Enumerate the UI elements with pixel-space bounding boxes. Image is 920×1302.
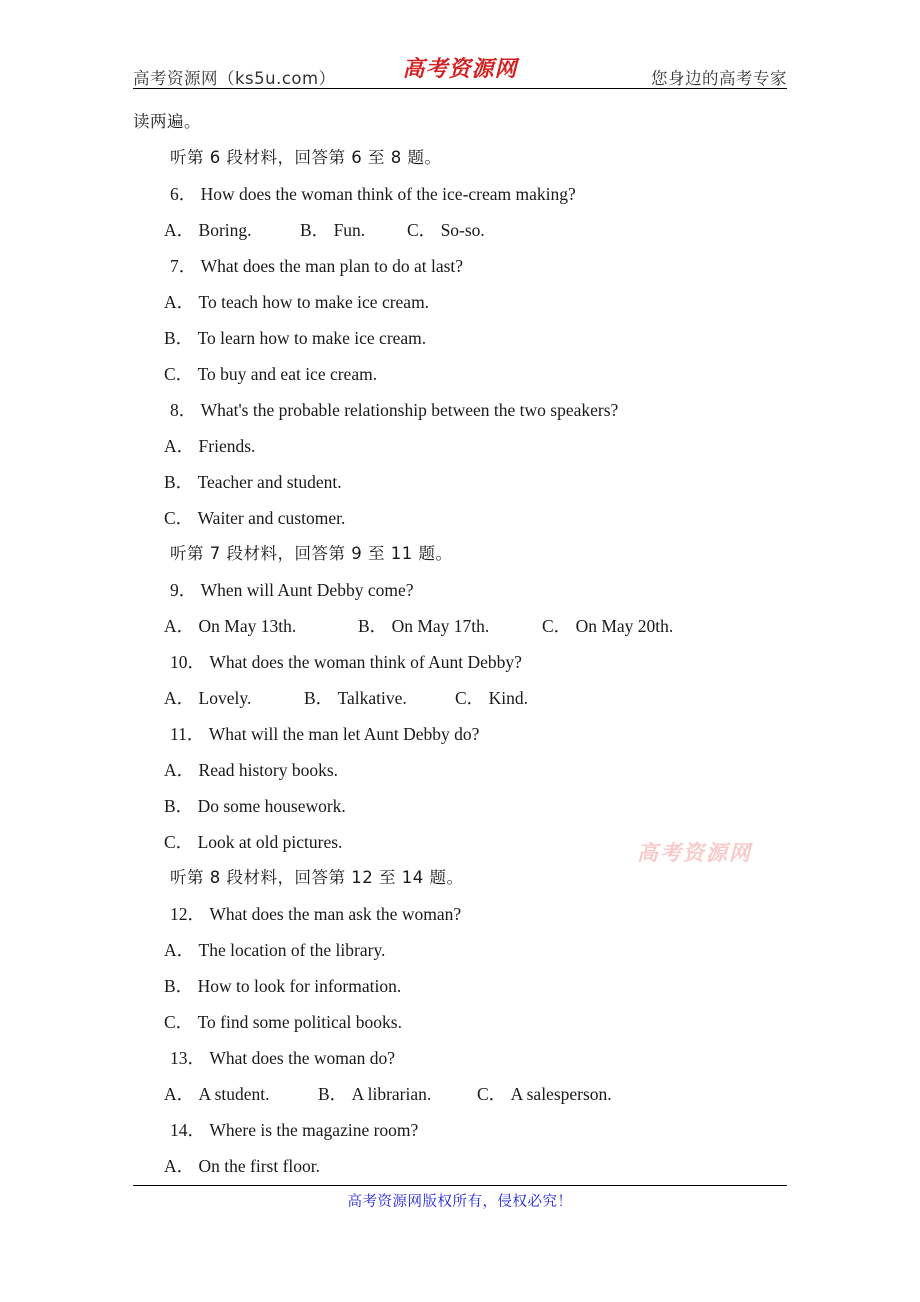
question-10-option-a[interactable] xyxy=(164,680,251,716)
question-9-option-b[interactable] xyxy=(358,608,489,644)
option-text: Do some housework. xyxy=(197,796,346,816)
header-site-name: 高考资源网（ks5u.com） xyxy=(133,69,336,88)
question-9-options xyxy=(0,608,920,644)
question-8-number: 8． xyxy=(170,400,197,420)
option-label: B． xyxy=(164,796,194,816)
option-label: B． xyxy=(304,688,334,708)
section-header-12-14: 听第 8 段材料，回答第 12 至 14 题。 xyxy=(170,868,464,887)
option-label: B． xyxy=(318,1084,348,1104)
option-label: C． xyxy=(542,616,572,636)
option-text: To find some political books. xyxy=(197,1012,402,1032)
question-8-text: What's the probable relationship between the two speakers? xyxy=(200,400,619,420)
option-label: B． xyxy=(164,472,194,492)
question-8 xyxy=(0,392,920,428)
question-13-number: 13． xyxy=(170,1048,205,1068)
footer-divider xyxy=(133,1185,787,1186)
option-label: A． xyxy=(164,688,195,708)
question-8-option-a[interactable] xyxy=(0,428,920,464)
question-6-option-c[interactable] xyxy=(407,212,485,248)
exam-content xyxy=(0,104,920,1184)
option-text: Friends. xyxy=(198,436,256,456)
option-text: Talkative. xyxy=(337,688,407,708)
header-logo: 高考资源网 xyxy=(402,56,518,82)
option-label: B． xyxy=(358,616,388,636)
option-text: Read history books. xyxy=(198,760,339,780)
option-text: A librarian. xyxy=(351,1084,432,1104)
question-7-option-c[interactable] xyxy=(0,356,920,392)
option-text: Boring. xyxy=(198,220,252,240)
option-text: To buy and eat ice cream. xyxy=(197,364,378,384)
option-text: On May 17th. xyxy=(391,616,490,636)
option-text: Teacher and student. xyxy=(197,472,342,492)
question-10 xyxy=(0,644,920,680)
option-text: Kind. xyxy=(488,688,528,708)
option-label: C． xyxy=(164,832,194,852)
option-label: A． xyxy=(164,760,195,780)
option-text: Look at old pictures. xyxy=(197,832,343,852)
question-12-number: 12． xyxy=(170,904,205,924)
option-text: Lovely. xyxy=(198,688,252,708)
question-10-options xyxy=(0,680,920,716)
intro-line: 读两遍。 xyxy=(133,112,201,131)
question-11-option-b[interactable] xyxy=(0,788,920,824)
question-7 xyxy=(0,248,920,284)
option-label: B． xyxy=(164,976,194,996)
question-14 xyxy=(0,1112,920,1148)
option-text: So-so. xyxy=(440,220,485,240)
question-9-option-a[interactable] xyxy=(164,608,296,644)
footer-copyright: 高考资源网版权所有，侵权必究！ xyxy=(347,1194,573,1210)
option-text: Waiter and customer. xyxy=(197,508,346,528)
header-divider xyxy=(133,88,787,89)
question-9-number: 9． xyxy=(170,580,197,600)
option-label: C． xyxy=(477,1084,507,1104)
question-11 xyxy=(0,716,920,752)
question-7-number: 7． xyxy=(170,256,197,276)
option-label: B． xyxy=(164,328,194,348)
question-11-number: 11． xyxy=(170,724,205,744)
question-11-option-c[interactable] xyxy=(0,824,920,860)
question-9 xyxy=(0,572,920,608)
section-header-9-11: 听第 7 段材料，回答第 9 至 11 题。 xyxy=(170,544,453,563)
question-13 xyxy=(0,1040,920,1076)
question-6-option-b[interactable] xyxy=(300,212,365,248)
question-12-option-b[interactable] xyxy=(0,968,920,1004)
option-text: A student. xyxy=(198,1084,270,1104)
question-6-option-a[interactable] xyxy=(164,212,252,248)
question-8-option-c[interactable] xyxy=(0,500,920,536)
option-label: B． xyxy=(300,220,330,240)
question-13-option-c[interactable] xyxy=(477,1076,612,1112)
question-7-text: What does the man plan to do at last? xyxy=(200,256,464,276)
question-6-number: 6． xyxy=(170,184,197,204)
option-label: A． xyxy=(164,436,195,456)
option-label: A． xyxy=(164,220,195,240)
question-10-text: What does the woman think of Aunt Debby? xyxy=(209,652,522,672)
question-10-option-b[interactable] xyxy=(304,680,407,716)
question-12-option-a[interactable] xyxy=(0,932,920,968)
question-14-option-a[interactable] xyxy=(0,1148,920,1184)
question-14-text: Where is the magazine room? xyxy=(209,1120,419,1140)
option-label: C． xyxy=(164,364,194,384)
question-13-option-b[interactable] xyxy=(318,1076,431,1112)
option-label: A． xyxy=(164,1084,195,1104)
option-label: A． xyxy=(164,1156,195,1176)
option-label: A． xyxy=(164,616,195,636)
option-text: On the first floor. xyxy=(198,1156,321,1176)
option-label: C． xyxy=(455,688,485,708)
question-10-option-c[interactable] xyxy=(455,680,528,716)
option-label: A． xyxy=(164,292,195,312)
option-text: How to look for information. xyxy=(197,976,402,996)
question-12 xyxy=(0,896,920,932)
option-text: On May 13th. xyxy=(198,616,297,636)
option-text: On May 20th. xyxy=(575,616,674,636)
question-14-number: 14． xyxy=(170,1120,205,1140)
page-header xyxy=(133,52,787,90)
question-11-option-a[interactable] xyxy=(0,752,920,788)
option-label: C． xyxy=(164,508,194,528)
section-header-6-8: 听第 6 段材料，回答第 6 至 8 题。 xyxy=(170,148,442,167)
question-13-options xyxy=(0,1076,920,1112)
option-text: A salesperson. xyxy=(510,1084,612,1104)
option-text: The location of the library. xyxy=(198,940,386,960)
option-text: To learn how to make ice cream. xyxy=(197,328,427,348)
option-label: A． xyxy=(164,940,195,960)
page-watermark: 高考资源网 xyxy=(637,840,752,865)
question-8-option-b[interactable] xyxy=(0,464,920,500)
question-10-number: 10． xyxy=(170,652,205,672)
option-label: C． xyxy=(164,1012,194,1032)
question-7-option-b[interactable] xyxy=(0,320,920,356)
option-text: Fun. xyxy=(333,220,366,240)
question-6-options xyxy=(0,212,920,248)
header-tagline: 您身边的高考专家 xyxy=(651,69,787,88)
question-12-text: What does the man ask the woman? xyxy=(209,904,462,924)
question-11-text: What will the man let Aunt Debby do? xyxy=(208,724,480,744)
question-13-option-a[interactable] xyxy=(164,1076,270,1112)
question-6-text: How does the woman think of the ice-cream making? xyxy=(200,184,576,204)
question-7-option-a[interactable] xyxy=(0,284,920,320)
option-text: To teach how to make ice cream. xyxy=(198,292,430,312)
option-label: C． xyxy=(407,220,437,240)
question-9-option-c[interactable] xyxy=(542,608,673,644)
question-6 xyxy=(0,176,920,212)
question-9-text: When will Aunt Debby come? xyxy=(200,580,414,600)
question-13-text: What does the woman do? xyxy=(209,1048,396,1068)
question-12-option-c[interactable] xyxy=(0,1004,920,1040)
